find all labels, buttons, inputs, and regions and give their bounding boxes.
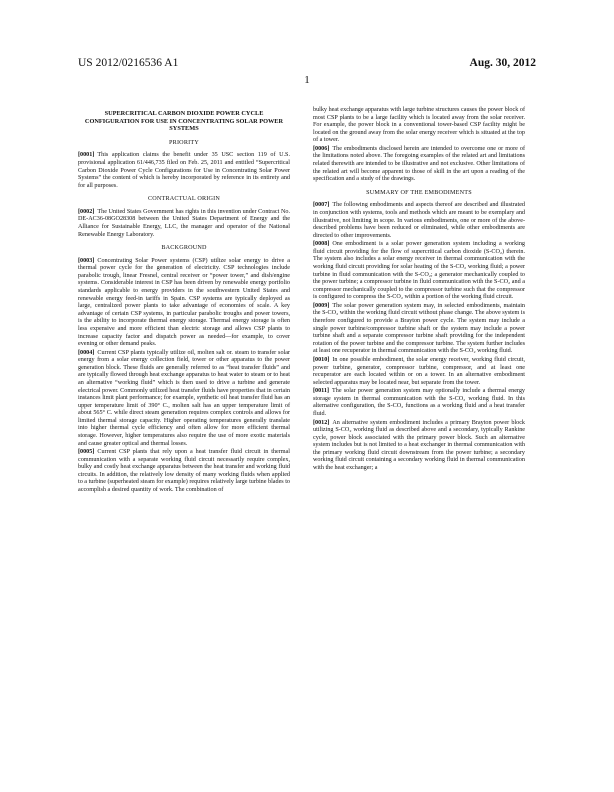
paragraph-number: [0006] [313,145,330,152]
paragraph-text: The United States Government has rights in this invention under Contract No. DE-AC36-08GO28308 between the United States Department of Energy and the Alliance for Sustainable Energy, LLC, the manager and operator of the National Renewable Energy Laboratory. [78,208,290,238]
paragraph-0005 [78,449,290,494]
paragraph-text: The solar power generation system may optionally include a thermal energy storage system in thermal communication with the S-CO₂ working fluid. In this alternative configuration, the S-CO₂ functions as a working fluid and a heat transfer fluid. [313,388,525,417]
paragraph-number: [0001] [78,152,95,159]
section-heading-priority: PRIORITY [169,139,199,146]
paragraph-text: Concentrating Solar Power systems (CSP) utilize solar energy to drive a thermal power cycle for the generation of electricity. CSP technologies include parabolic trough, linear Fresnel, central receiver or “power tower,” and dish/engine systems. Considerable interest in CSP has been driven by renewable energy portfolio standards applicable to energy providers in the southwestern United States and renewable energy feed-in tariffs in Spain. CSP systems are typically deployed as large, centralized power plants to take advantage of economies of scale. A key advantage of certain CSP systems, in particular parabolic troughs and power towers, is the ability to incorporate thermal energy storage. Thermal energy storage is often less expensive and more efficient than electric storage and allows CSP plants to increase capacity factor and dispatch power as needed—for example, to cover evening or other demand peaks. [78,257,290,348]
paragraph-number: [0003] [78,257,95,264]
paragraph-0009 [313,303,525,356]
paragraph-text: The embodiments disclosed herein are intended to overcome one or more of the limitations noted above. The foregoing examples of the related art and limitations related therewith are intended to be illustrative and not exclusive. Other limitations of the related art will become apparent to those of skill in the art upon a reading of the specification and a study of the drawings. [313,145,525,183]
paragraph-0004 [78,350,290,449]
paragraph-text: This application claims the benefit under 35 USC section 119 of U.S. provisional application 61/446,735 filed on Feb. 25, 2011 and entitled “Supercritical Carbon Dioxide Power Cycle Configurations for Use in Concentrating Solar Power Systems” the content of which is hereby incorporated by reference in its entirety and for all purposes. [78,152,290,189]
paragraph-text: The solar power generation system may, in selected embodiments, maintain the S-CO₂ within the working fluid circuit without phase change. The above system is therefore configured to provide a Brayton power cycle. The system may include a single power turbine/compressor turbine shaft or the system may include a power turbine shaft and a separate compressor turbine shaft providing for the independent rotation of the power turbine and the compressor turbine. The system further includes at least one recuperator in thermal communication with the S-CO₂ working fluid. [313,302,525,355]
document-title: SUPERCRITICAL CARBON DIOXIDE POWER CYCLE CONFIGURATION FOR USE IN CONCENTRATING SOLAR POWER SYSTEMS [84,110,284,133]
paragraph-text: An alternative system embodiment includes a primary Brayton power block utilizing S-CO₂ working fluid as described above and a secondary, typically Rankine cycle, power block associated with the primary power block. Such an alternative system includes but is not limited to a heat exchanger in thermal communication with the primary working fluid circuit downstream from the power turbine; a secondary working fluid circuit containing a secondary working fluid in thermal communication with the heat exchanger; a [313,419,525,472]
section-heading-summary: SUMMARY OF THE EMBODIMENTS [366,189,472,196]
paragraph-text: Current CSP plants that rely upon a heat transfer fluid circuit in thermal communication with a separate working fluid circuit necessarily require complex, bulky and costly heat exchange apparatus between the heat transfer and working fluid circuits. In addition, the relatively low density of many working fluids when applied to a turbine (superheated steam for example) requires relatively large turbine blades to accomplish a desired quantity of work. The combination of [78,449,290,494]
section-heading-contractual-origin: CONTRACTUAL ORIGIN [147,196,221,203]
paragraph-number: [0012] [313,419,330,426]
publication-number: US 2012/0216536 A1 [78,57,179,69]
paragraph-number: [0005] [78,449,95,456]
paragraph-text: Current CSP plants typically utilize oil, molten salt or. steam to transfer solar energy from a solar energy collection field, tower or other apparatus to the power generation block. These fluids are generally referred to as “heat transfer fluids” and are typically flowed through heat exchange apparatus to heat water to steam or to heat an alternative “working fluid” which is then used to drive a turbine and generate electrical power. Commonly utilized heat transfer fluids have properties that in certain instances limit plant performance; for example, synthetic oil heat transfer fluid has an upper temperature limit of 390° C., molten salt has an upper temperature limit of about 565° C. while direct steam generation requires complex controls and allows for limited thermal storage capacity. Higher operating temperatures generally translate into higher thermal cycle efficiency and often allow for more efficient thermal storage. However, higher temperatures also require the use of more exotic materials and cause greater optical and thermal losses. [78,349,290,447]
paragraph-number: [0010] [313,356,330,363]
section-heading-background: BACKGROUND [161,245,207,252]
paragraph-number: [0009] [313,302,330,309]
paragraph-number: [0002] [78,208,95,215]
paragraph-0010 [313,357,525,387]
page-number: 1 [304,74,310,86]
paragraph-text: In one possible embodiment, the solar energy receiver, working fluid circuit, power turbine, generator, compressor turbine, compressor, and at least one recuperator are each located within or on a tower. In an alternative embodiment selected apparatus may be located near, but separate from the tower. [313,356,525,386]
paragraph-number: [0011] [313,388,330,395]
paragraph-0003 [78,258,290,349]
paragraph-number: [0008] [313,241,330,248]
paragraph-0008 [313,241,525,302]
left-column [78,110,290,496]
paragraph-0002 [78,209,290,239]
paragraph-text: One embodiment is a solar power generation system including a working fluid circuit providing for the flow of supercritical carbon dioxide (S-CO₂) therein. The system also includes a solar energy receiver in thermal communication with the working fluid circuit providing for solar heating of the S-CO₂ working fluid; a power turbine in fluid communication with the S-CO₂; a generator mechanically coupled to the power turbine; a compressor turbine in fluid communication with the S-CO₂ and a compressor mechanically coupled to the compressor turbine such that the compressor is configured to compress the S-CO₂ within a portion of the working fluid circuit. [313,241,525,301]
paragraph-0005-continued: bulky heat exchange apparatus with large turbine structures causes the power block of most CSP plants to be a large facility which is located away from the solar receiver. For example, the power block in a conventional tower-based CSP facility might be located on the ground away from the solar energy receiver which is situated at the top of a tower. [313,107,525,144]
paragraph-0012 [313,420,525,473]
paragraph-0006 [313,146,525,184]
paragraph-0007 [313,202,525,240]
paragraph-0011 [313,388,525,418]
paragraph-text: The following embodiments and aspects thereof are described and illustrated in conjunction with systems, tools and methods which are meant to be exemplary and illustrative, not limiting in scope. In various embodiments, one or more of the above-described problems have been reduced or eliminated, while other embodiments are directed to other improvements. [313,202,525,239]
paragraph-number: [0007] [313,202,330,209]
right-column [313,107,525,474]
paragraph-number: [0004] [78,349,95,356]
publication-date: Aug. 30, 2012 [469,57,536,69]
paragraph-0001 [78,152,290,190]
